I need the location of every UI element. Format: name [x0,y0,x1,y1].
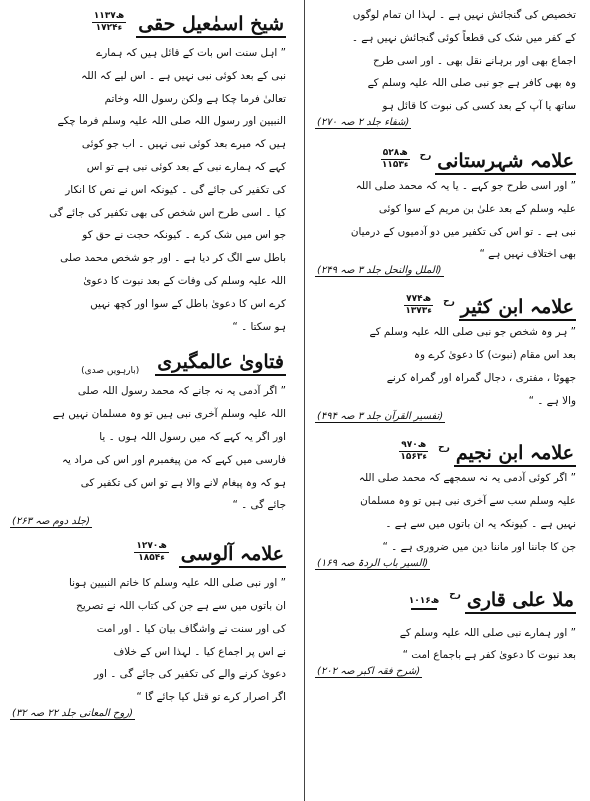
heading-title: علامہ آلوسی [179,543,286,568]
quote-line: والا ہے ۔ “ [528,394,576,407]
quote-line: کی تکفیر کی جائے گی ۔ کیونکہ اس نے نص کا انکار [65,183,286,196]
section-alusi [10,532,286,720]
quote-line: ہو سکتا ۔ “ [232,320,286,333]
heading-dates [399,440,428,463]
quote-line: کی اور سنت نے واشگاف بیان کیا ۔ اور امت [96,622,286,635]
date-rule [411,608,437,610]
quote-line: ” اہل سنت اس بات کے قائل ہیں کہ ہمارے [96,47,286,59]
quote-line: علیہ وسلم کے بعد علیٰ بن مریم کے سوا کوئی [378,202,576,215]
section-shahristani [315,139,576,277]
quote-line: تخصیص کی گنجائش نہیں ہے ۔ لہذا ان تمام لوگوں [352,9,576,21]
quote-line: نے اس پر اجماع کیا ۔ لہذا اس کے خلاف [113,645,286,658]
heading-dates [404,294,433,317]
date-gregorian: ۱۱۵۳ء [381,159,409,170]
right-column [304,0,590,801]
quote-line: ” ہر وہ شخص جو نبی صلی اللہ علیہ وسلم کے [369,326,576,339]
quote-line: جھوٹا ، مفتری ، دجال گمراہ اور گمراہ کرنے [386,371,576,384]
section-heading [315,578,576,614]
date-hijri: ۱۰۱۶ھ [408,595,440,606]
date-gregorian: ۱۵۶۳ء [400,452,427,463]
heading-dates [92,11,126,34]
quote-line: باطل سے الگ کر دیا ہے ۔ اور جو شخص محمد صلی [60,252,286,265]
heading-title: فتاویٰ عالمگیری [155,351,286,376]
section-ibn-nujaim [315,431,576,569]
quote-body [315,321,576,412]
reference: (تفسیر القرآن جلد ۳ صہ ۴۹۴) [317,411,444,423]
section-shifa-continuation [315,4,576,129]
heading-note: (بارہویں صدی) [81,366,140,377]
quote-body [315,4,576,118]
quote-line: ساتھ یا آپ کے بعد کسی کی نبوت کا قائل ہو [382,100,576,113]
date-hijri: ۷۷۴ھ [406,294,432,305]
quote-body [315,467,576,558]
quote-line: نبی ہے ۔ تو اس کی تکفیر میں دو آدمیوں کے درمیان [350,225,576,238]
section-heading [315,285,576,321]
quote-line: ان باتوں میں سے ہے جن کی کتاب اللہ نے تصریح [76,599,286,612]
quote-line: بعد اس مقام (نبوت) کا دعویٰ کرے وہ [413,348,576,361]
quote-line: کے کفر میں شک کی قطعاً کوئی گنجائش نہیں ہے ۔ [351,31,576,44]
heading-honorific: رح [438,443,450,454]
date-gregorian: ۱۳۷۳ء [405,306,432,317]
heading-title: علامہ ابن نجیم [454,442,576,467]
heading-dates [134,541,168,564]
quote-line: کہے کہ ہمارے نبی کے بعد کوئی نبی ہے تو اس [86,160,286,173]
section-ismail-haqqi [10,2,286,338]
quote-line: تعالیٰ فرما چکا ہے ولکن رسول اللہ وخاتم [104,92,286,105]
quote-body [10,42,286,338]
reference: (روح المعانی جلد ۲۲ صہ ۳۲) [12,707,134,719]
quote-line: ” اگر کوئی آدمی یہ نہ سمجھے کہ محمد صلی اللہ [358,472,576,485]
section-mulla-ali-qari [315,578,576,679]
date-hijri: ۹۷۰ھ [401,440,427,451]
heading-title: علامہ ابن کثیر [459,296,576,321]
heading-dates [409,596,439,610]
quote-line: کرے اس کا دعویٰ باطل کے سوا اور کچھ نہیں [90,297,286,310]
quote-line: کیا ۔ اسی طرح اس شخص کی بھی تکفیر کی جائے گی [49,206,286,219]
heading-honorific: رح [443,297,455,308]
quote-body [315,622,576,668]
quote-line: جو اس میں شک کرے ۔ کیونکہ حجت نے حق کو [82,229,286,242]
reference: (جلد دوم صہ ۲۶۳) [12,516,91,528]
quote-body [10,380,286,517]
quote-body [10,572,286,709]
heading-title: شیخ اسمٰعیل حقی [136,13,286,38]
date-hijri: ۱۱۳۷ھ [93,11,125,21]
section-ibn-kathir [315,285,576,423]
quote-line: جائے گی ۔ “ [232,499,286,512]
reference: (شفاء جلد ۲ صہ ۲۷۰) [317,116,410,128]
section-heading [10,340,286,376]
quote-line: اجماع بھی اور برہانے نقل بھی ۔ اور اسی طرح [373,54,576,67]
quote-line: ” اور ہمارے نبی صلی اللہ علیہ وسلم کے [399,626,576,639]
quote-line: ” اور اسی طرح جو کہے ۔ یا یہ کہ محمد صلی اللہ [355,179,576,192]
quote-line: ” اور نبی صلی اللہ علیہ وسلم کا خاتم النبیین ہونا [69,577,286,590]
quote-line: فارسی میں کہے کہ من پیغمبرم اور اس کی مراد یہ [61,453,286,466]
quote-line: ہیں کہ میرے بعد کوئی نبی نہیں ۔ اب جو کوئی [81,138,286,151]
quote-body [315,175,576,266]
quote-line: نہیں ہے ۔ کیونکہ یہ ان باتوں میں سے ہے ۔ [385,517,576,530]
quote-line: جن کا جاننا اور ماننا دین میں ضروری ہے ۔ “ [382,540,576,553]
date-gregorian: ۱۸۵۴ء [138,553,165,564]
quote-line: وہ بھی کافر ہے جو نبی صلی اللہ علیہ وسلم کے [367,77,576,90]
quote-line: بعد نبوت کا دعویٰ کفر ہے باجماع امت “ [402,649,576,662]
heading-title: ملا علی قاری [465,589,576,614]
heading-honorific: رح [449,589,461,600]
quote-line: بھی اختلاف نہیں ہے “ [479,248,576,261]
quote-line: علیہ وسلم سب سے آخری نبی ہیں تو وہ مسلمان [360,495,576,508]
reference: (الملل والنحل جلد ۳ صہ ۲۴۹) [317,265,442,277]
quote-line: ہو کہ وہ پیغام لانے والا ہے تو اس کی تکفیر کی [80,476,286,489]
heading-honorific: رح [419,150,432,161]
quote-line: النبیین اور رسول اللہ صلی اللہ علیہ وسلم فرما چکے [57,115,286,128]
heading-title: علامہ شہرستانی [435,150,576,175]
section-heading [315,139,576,175]
section-heading [10,2,286,38]
heading-dates [381,148,410,171]
quote-line: نبی کے بعد کوئی نبی نہیں ہے ۔ اس لیے کہ اللہ [81,69,286,82]
section-heading [10,532,286,568]
quote-line: اللہ علیہ وسلم کی وفات کے بعد نبوت کا دعویٰ [83,274,286,287]
quote-line: ” اگر آدمی یہ نہ جانے کہ محمد رسول اللہ صلی [77,385,286,398]
quote-line: اللہ علیہ وسلم آخری نبی ہیں تو وہ مسلمان نہیں ہے [52,408,286,421]
date-hijri: ۵۲۸ھ [382,147,408,158]
quote-line: اور اگر یہ کہے کہ میں رسول اللہ ہوں ۔ یا [99,430,286,443]
reference: (السیر باب الردۃ صہ ۱۶۹) [317,557,429,569]
quote-line: دعویٰ کرنے والے کی تکفیر کی جائے گی ۔ اور [93,668,286,681]
section-fatawa-alamgiri [10,340,286,528]
date-hijri: ۱۲۷۰ھ [136,541,167,552]
reference: (شرح فقہ اکبر صہ ۲۰۲) [317,666,421,678]
date-gregorian: ۱۷۲۴ء [95,23,123,33]
section-heading [315,431,576,467]
quote-line: اگر اصرار کرے تو قتل کیا جائے گا “ [136,691,286,704]
